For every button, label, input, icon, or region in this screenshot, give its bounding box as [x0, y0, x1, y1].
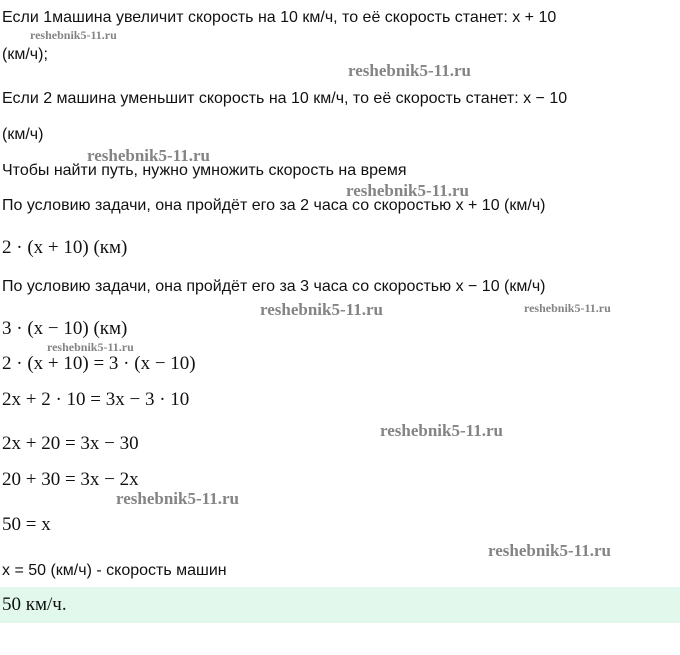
- answer-box: [0, 587, 680, 623]
- line-13: 20 + 30 = 3x − 2x: [2, 469, 139, 490]
- line-5: Чтобы найти путь, нужно умножить скорость на время: [2, 162, 407, 179]
- line-12: 2x + 20 = 3x − 30: [2, 433, 139, 454]
- watermark: reshebnik5-11.ru: [30, 28, 117, 42]
- line-10: 2 · (x + 10) = 3 · (x − 10): [2, 353, 196, 374]
- line-11: 2x + 2 · 10 = 3x − 3 · 10: [2, 389, 190, 410]
- line-14: 50 = x: [2, 514, 51, 535]
- line-4: (км/ч): [2, 126, 44, 143]
- line-15: x = 50 (км/ч) - скорость машин: [2, 562, 227, 579]
- line-3: Если 2 машина уменьшит скорость на 10 км/ч, то её скорость станет: x − 10: [2, 90, 568, 107]
- line-6: По условию задачи, она пройдёт его за 2 часа со скоростью x + 10 (км/ч): [2, 197, 546, 214]
- answer-text: 50 км/ч.: [2, 594, 67, 615]
- line-2: (км/ч);: [2, 46, 48, 63]
- watermark: reshebnik5-11.ru: [488, 541, 611, 560]
- watermark: reshebnik5-11.ru: [524, 301, 611, 315]
- watermark: reshebnik5-11.ru: [348, 61, 471, 80]
- line-1: Если 1машина увеличит скорость на 10 км/ч, то её скорость станет: x + 10: [2, 9, 557, 26]
- line-8: По условию задачи, она пройдёт его за 3 часа со скоростью x − 10 (км/ч): [2, 278, 546, 295]
- watermark: reshebnik5-11.ru: [47, 340, 134, 354]
- watermark: reshebnik5-11.ru: [380, 421, 503, 440]
- watermark: reshebnik5-11.ru: [260, 300, 383, 319]
- line-7: 2 · (x + 10) (км): [2, 237, 128, 258]
- watermark: reshebnik5-11.ru: [116, 489, 239, 508]
- line-9: 3 · (x − 10) (км): [2, 318, 128, 339]
- watermark: reshebnik5-11.ru: [346, 181, 469, 200]
- watermark: reshebnik5-11.ru: [87, 146, 210, 165]
